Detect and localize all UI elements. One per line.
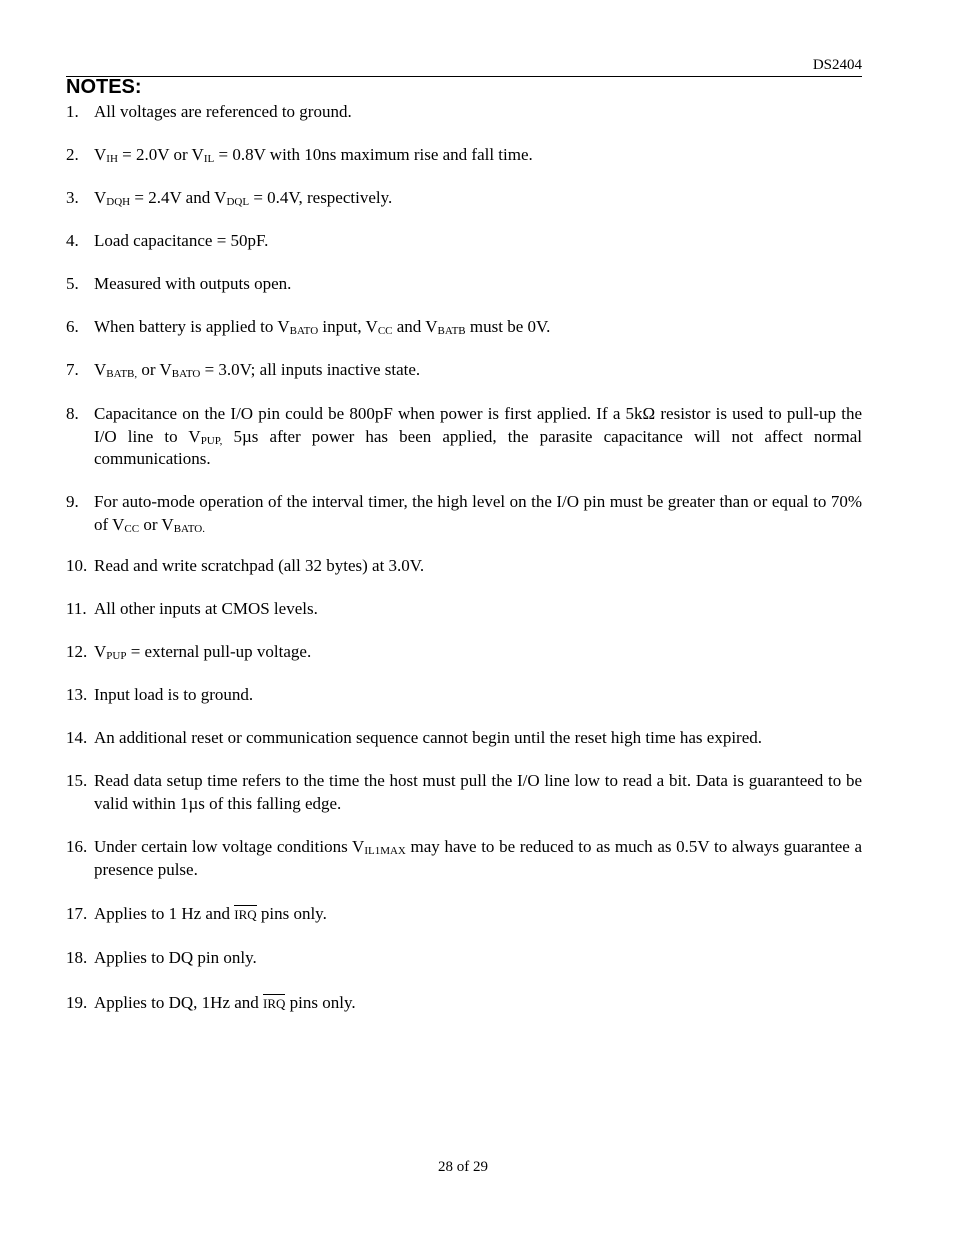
note-number: 7. <box>66 360 79 379</box>
note-text: For auto-mode operation of the interval timer, the high level on the I/O pin must be greater than or equal to 70% of $V_{CC}$ or $V_{BATO.}$ <box>94 492 862 535</box>
note-15 <box>66 770 862 815</box>
note-number: 2. <box>66 145 79 164</box>
note-12 <box>66 641 862 664</box>
note-number: 15. <box>66 771 88 790</box>
note-9 <box>66 491 862 536</box>
note-number: 18. <box>66 948 88 967</box>
note-7 <box>66 359 862 382</box>
note-number: 4. <box>66 231 79 250</box>
note-number: 1. <box>66 102 79 121</box>
note-number: 6. <box>66 317 79 336</box>
notes-title: NOTES: <box>66 76 142 98</box>
note-text: $V_{PUP}$ = external pull-up voltage. <box>94 642 312 662</box>
note-number: 10. <box>66 556 88 575</box>
note-text: An additional reset or communication sequence cannot begin until the reset high time has expired. <box>94 728 762 747</box>
note-text: Read data setup time refers to the time the host must pull the I/O line low to read a bit. Data is guaranteed to be valid within 1µs of this falling edge. <box>94 771 862 813</box>
note-text: Load capacitance = 50pF. <box>94 231 269 250</box>
irq-pin-label: IRQ <box>234 907 257 922</box>
note-text: $V_{BATB,}$ or $V_{BATO} = 3.0V$; all inputs inactive state. <box>94 360 421 380</box>
note-number: 11. <box>66 599 87 618</box>
note-text: When battery is applied to $V_{BATO}$ input, $V_{CC}$ and $V_{BATB}$ must be 0V. <box>94 317 551 337</box>
page-number: 28 of 29 <box>438 1159 488 1175</box>
note-1 <box>66 101 862 124</box>
note-text: Applies to 1 Hz and IRQ pins only. <box>94 904 327 923</box>
note-number: 16. <box>66 837 88 856</box>
note-8 <box>66 403 862 471</box>
note-text: Capacitance on the I/O pin could be 800pF when power is first applied. If a 5kΩ resistor is used to pull-up the I/O line to $V_{PUP,}$ 5µs after power has been applied, the parasite capacitance will not affect normal communications. <box>94 404 862 469</box>
note-text: Input load is to ground. <box>94 685 254 704</box>
note-3 <box>66 187 862 210</box>
note-14 <box>66 727 862 750</box>
header-rule <box>66 76 862 77</box>
note-text: Measured with outputs open. <box>94 274 292 293</box>
note-2 <box>66 144 862 167</box>
note-17 <box>66 903 862 927</box>
note-text: $V_{IH} = 2.0V$ or $V_{IL} = 0.8V$ with 10ns maximum rise and fall time. <box>94 145 533 165</box>
note-text: All other inputs at CMOS levels. <box>94 599 318 618</box>
note-text: Under certain low voltage conditions $V_{IL1MAX}$ may have to be reduced to as much as 0.5V to always guarantee a presence pulse. <box>94 837 862 879</box>
document-id: DS2404 <box>812 57 862 73</box>
note-number: 14. <box>66 728 88 747</box>
irq-pin-label: IRQ <box>263 996 286 1011</box>
note-number: 12. <box>66 642 88 661</box>
note-19 <box>66 992 862 1016</box>
note-text: $V_{DQH} = 2.4V$ and $V_{DQL} = 0.4V$, respectively. <box>94 188 393 208</box>
note-16 <box>66 836 862 881</box>
note-text: Applies to DQ pin only. <box>94 948 257 967</box>
note-10 <box>66 555 862 578</box>
note-number: 19. <box>66 993 88 1012</box>
note-number: 5. <box>66 274 79 293</box>
note-number: 13. <box>66 685 88 704</box>
note-text: Read and write scratchpad (all 32 bytes) at 3.0V. <box>94 556 425 575</box>
note-13 <box>66 684 862 707</box>
note-6 <box>66 316 862 339</box>
note-text: All voltages are referenced to ground. <box>94 102 352 121</box>
note-18 <box>66 947 862 970</box>
note-11 <box>66 598 862 621</box>
note-number: 8. <box>66 404 79 423</box>
note-4 <box>66 230 862 253</box>
note-number: 17. <box>66 904 88 923</box>
note-number: 3. <box>66 188 79 207</box>
note-5 <box>66 273 862 296</box>
note-text: Applies to DQ, 1Hz and IRQ pins only. <box>94 993 356 1012</box>
note-number: 9. <box>66 492 79 511</box>
